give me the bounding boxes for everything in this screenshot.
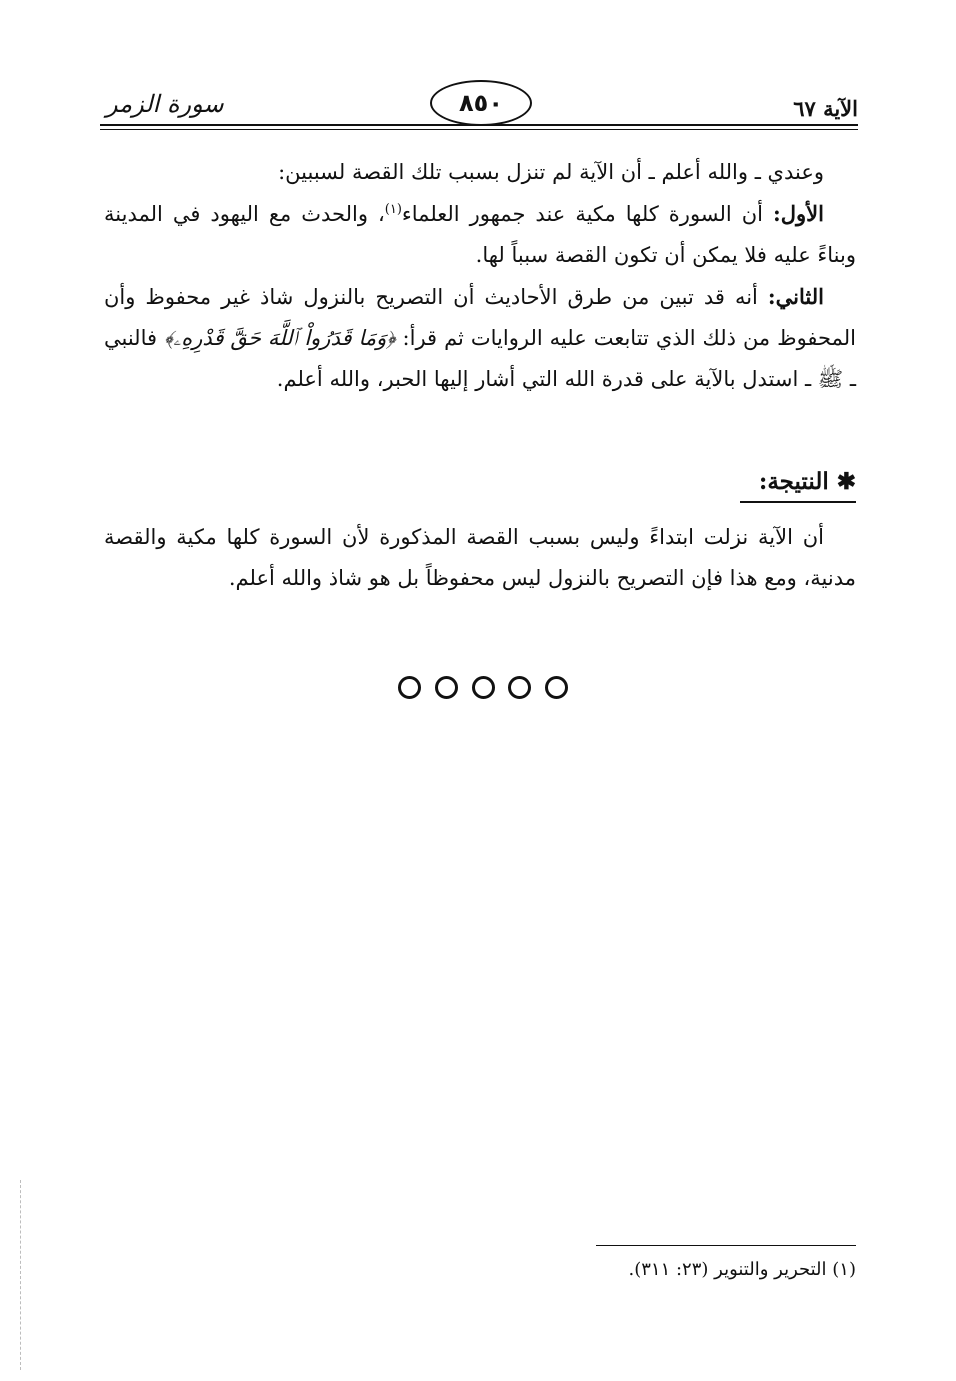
first-reason-label: الأول:	[773, 201, 824, 226]
footnote-ref[interactable]: (١)	[384, 202, 402, 217]
first-reason-text-b: ، والحدث مع اليهود في المدينة وبناءً عليه فلا يمكن أن تكون القصة سبباً لها.	[104, 202, 856, 267]
result-heading: ✱ النتيجة:	[740, 468, 856, 503]
page-header	[100, 80, 858, 140]
footnote: (١) التحرير والتنوير (٢٣: ٣١١).	[628, 1259, 856, 1280]
footnote-rule	[596, 1245, 856, 1246]
result-section	[104, 517, 856, 599]
margin-line	[20, 1180, 21, 1370]
second-reason-paragraph	[104, 276, 856, 400]
header-rule-thin	[100, 129, 858, 130]
page-number	[430, 80, 532, 126]
second-reason-label: الثاني:	[767, 284, 824, 309]
page-number-text: ٨٥٠	[459, 89, 503, 117]
first-reason-paragraph	[104, 193, 856, 276]
intro-paragraph: وعندي ـ والله أعلم ـ أن الآية لم تنزل بسبب تلك القصة لسببين:	[278, 160, 824, 184]
result-paragraph: أن الآية نزلت ابتداءً وليس بسبب القصة المذكورة لأن السورة كلها مكية والقصة مدنية، ومع هذا فإن التصريح بالنزول ليس محفوظاً بل هو شاذ والله أعلم.	[104, 525, 856, 590]
circle-icon	[545, 676, 568, 699]
verse-label: الآية ٦٧	[793, 96, 858, 121]
circle-icon	[472, 676, 495, 699]
first-reason-text-a: أن السورة كلها مكية عند جمهور العلماء	[401, 202, 774, 226]
header-rule	[100, 124, 858, 126]
surah-title: سورة الزمر	[106, 90, 224, 118]
section-divider-ornament	[398, 676, 568, 700]
main-text	[104, 152, 856, 400]
second-reason-text-b: فالنبي ـ ﷺ ـ استدل بالآية على قدرة الله التي أشار إليها الحبر، والله أعلم.	[104, 326, 856, 391]
circle-icon	[435, 676, 458, 699]
second-reason-text-a: أنه قد تبين من طرق الأحاديث أن التصريح بالنزول شاذ غير محفوظ وأن المحفوظ من ذلك الذي تتابعت عليه الروايات ثم قرأ:	[104, 285, 856, 350]
circle-icon	[508, 676, 531, 699]
circle-icon	[398, 676, 421, 699]
quran-quote: ﴿وَمَا قَدَرُواْ ٱللَّهَ حَقَّ قَدْرِهِۦ﴾	[164, 326, 396, 350]
